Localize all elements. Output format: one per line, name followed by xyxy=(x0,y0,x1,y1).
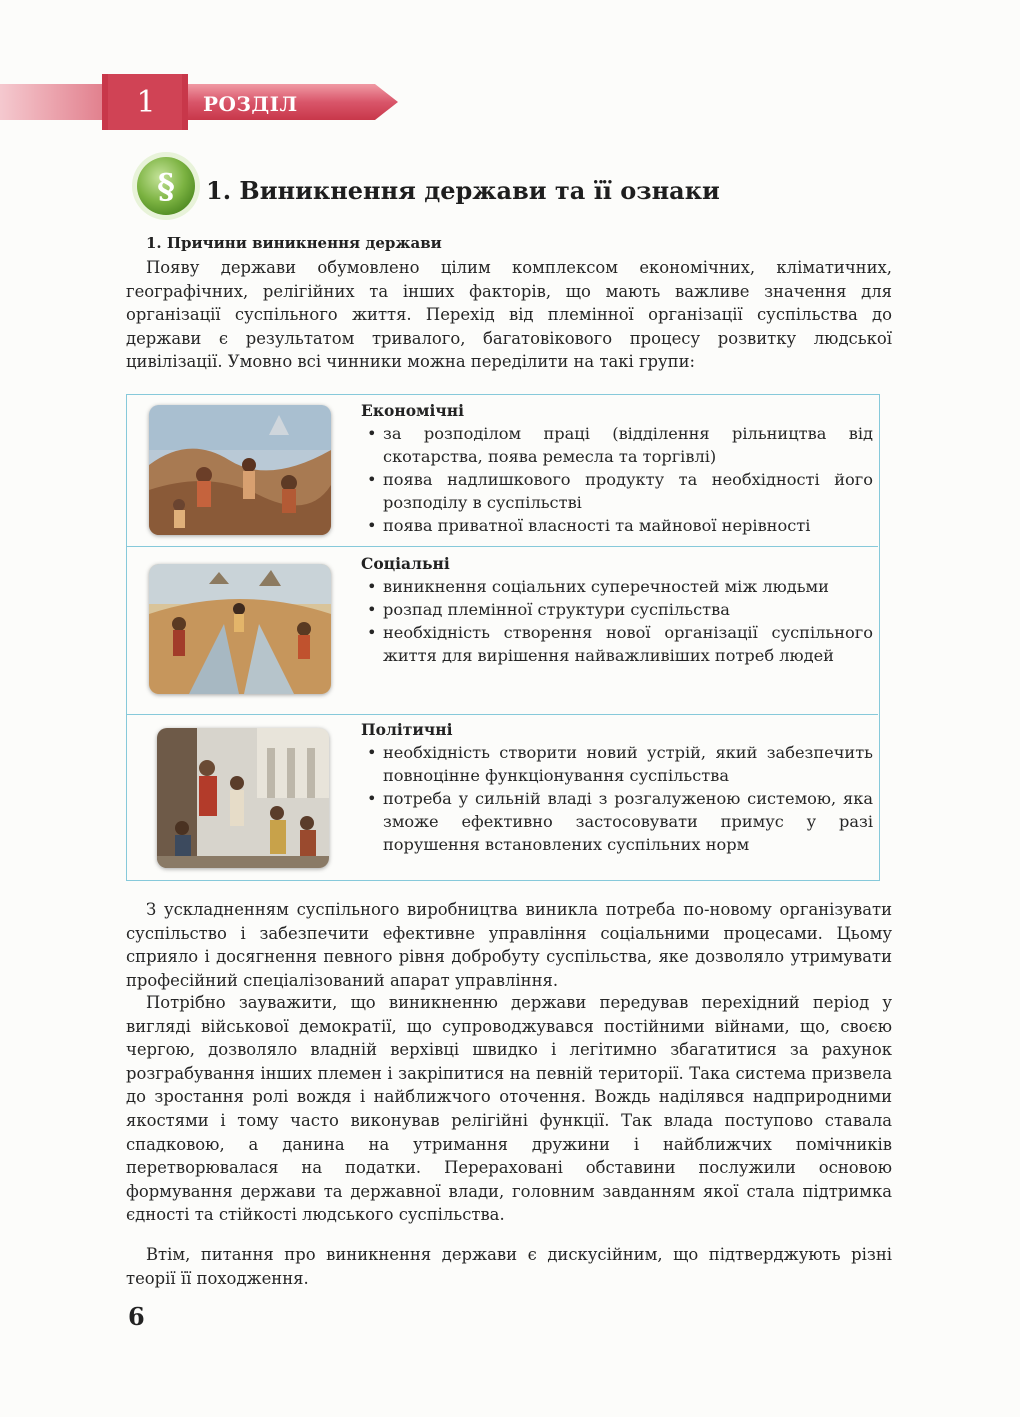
list-item: • виникнення соціальних суперечностей між людьми xyxy=(361,575,873,598)
factor-list xyxy=(361,575,873,667)
list-item: • потреба у сильній владі з розгалуженою системою, яка зможе ефективно застосовувати примус у разі порушення встановлених суспільних норм xyxy=(361,787,873,856)
prehistoric-labor-illustration xyxy=(149,405,331,535)
list-item: • необхідність створення нової організації суспільного життя для вирішення найважливіших потреб людей xyxy=(361,621,873,667)
factor-text-political xyxy=(361,719,873,856)
chapter-number: 1 xyxy=(136,84,156,120)
chapter-banner xyxy=(0,74,400,130)
factor-text-economic xyxy=(361,400,873,537)
ancient-society-illustration xyxy=(149,564,331,694)
list-item: • розпад племінної структури суспільства xyxy=(361,598,873,621)
factor-text-social xyxy=(361,553,873,667)
list-item: • необхідність створити новий устрій, який забезпечить повноцінне функціонування суспільства xyxy=(361,741,873,787)
factors-table xyxy=(126,394,880,881)
chapter-label: РОЗДІЛ xyxy=(203,92,298,116)
chapter-ribbon xyxy=(0,74,400,130)
factor-list xyxy=(361,422,873,537)
body-paragraph-1: З ускладненням суспільного виробництва виникла потреба по-новому організувати суспільство і забезпечити ефективне управління соціальними процесами. Цьому сприяло і досягнення певного рівня добробуту суспільства, яке дозволяло утримувати професійний спеціалізований апарат управління. xyxy=(126,900,892,990)
factor-row-economic xyxy=(127,395,878,546)
factor-title: Економічні xyxy=(361,401,464,420)
subheading: 1. Причини виникнення держави xyxy=(146,234,442,252)
section-glyph: § xyxy=(157,167,175,207)
body-paragraph-3: Втім, питання про виникнення держави є дискусійним, що підтверджують різні теорії її походження. xyxy=(126,1245,892,1288)
factor-row-political xyxy=(127,714,878,880)
list-item: • за розподілом праці (відділення рільництва від скотарства, поява ремесла та торгівлі) xyxy=(361,422,873,468)
body-paragraph-2: Потрібно зауважити, що виникненню держави передував перехідний період у вигляді військової демократії, що супроводжувався постійними війнами, що, своєю чергою, дозволяло владній верхівці швидко і легітимно збагатитися за рахунок розграбування інших племен і закріпитися на певній території. Така система призвела до зростання ролі вождя і найближчого оточення. Вождь наділявся надприродними якостями і тому часто виконував релігійні функції. Так влада поступово ставала спадковою, а данина на утримання дружини і найближчих помічників перетворювалася на податки. Перераховані обставини послужили основою формування держави та державної влади, головним завданням якої стала підтримка єдності та стійкості людського суспільства. xyxy=(126,993,892,1225)
factor-row-social xyxy=(127,546,878,715)
intro-paragraph: Появу держави обумовлено цілим комплексом економічних, кліматичних, географічних, релігійних та інших факторів, що мають важливе значення для організації суспільного життя. Перехід від племінної організації суспільства до держави є результатом тривалого, багатовікового процесу розвитку людської цивілізації. Умовно всі чинники можна переділити на такі групи: xyxy=(126,258,892,372)
section-title: 1. Виникнення держави та її ознаки xyxy=(206,176,720,205)
section-sign-icon xyxy=(130,150,202,222)
list-item: • поява надлишкового продукту та необхідності його розподілу в суспільстві xyxy=(361,468,873,514)
list-item: • поява приватної власності та майнової нерівності xyxy=(361,514,873,537)
page-number: 6 xyxy=(128,1302,145,1331)
factor-title: Соціальні xyxy=(361,554,450,573)
factor-title: Політичні xyxy=(361,720,453,739)
factor-list xyxy=(361,741,873,856)
ancient-assembly-painting xyxy=(157,728,329,868)
